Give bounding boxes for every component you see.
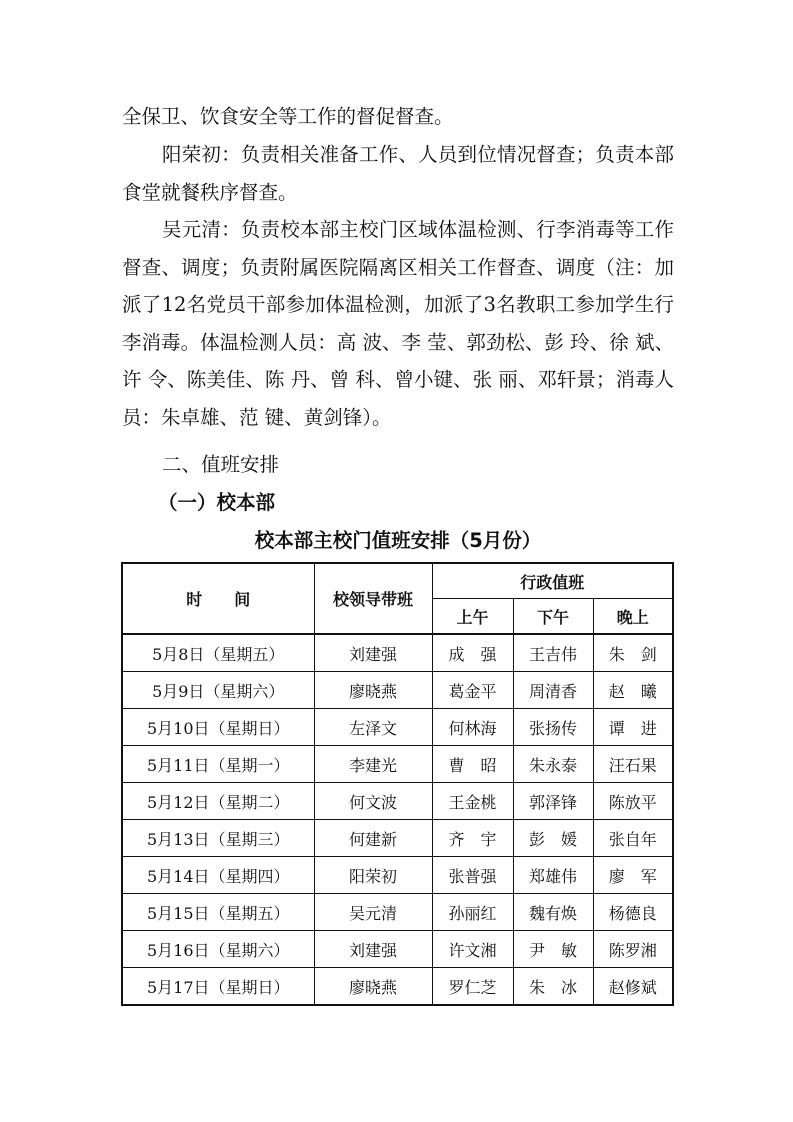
cell-date: 5月17日（星期日） — [122, 968, 314, 1006]
cell-afternoon: 周清香 — [513, 672, 593, 709]
cell-leader: 李建光 — [314, 746, 432, 783]
header-afternoon: 下午 — [513, 599, 593, 635]
cell-morning: 罗仁芝 — [432, 968, 513, 1006]
table-row — [122, 857, 673, 894]
cell-leader: 廖晓燕 — [314, 968, 432, 1006]
cell-afternoon: 朱 冰 — [513, 968, 593, 1006]
cell-leader: 阳荣初 — [314, 857, 432, 894]
sub-heading: （一）校本部 — [158, 491, 276, 514]
cell-morning: 许文湘 — [432, 931, 513, 968]
table-row — [122, 820, 673, 857]
cell-evening: 汪石果 — [593, 746, 673, 783]
header-leader: 校领导带班 — [314, 563, 432, 634]
cell-afternoon: 郑雄伟 — [513, 857, 593, 894]
cell-morning: 王金桃 — [432, 783, 513, 820]
table-row — [122, 709, 673, 746]
cell-afternoon: 朱永泰 — [513, 746, 593, 783]
cell-date: 5月8日（星期五） — [122, 634, 314, 672]
cell-morning: 葛金平 — [432, 672, 513, 709]
cell-afternoon: 魏有焕 — [513, 894, 593, 931]
table-row — [122, 931, 673, 968]
header-time: 时 间 — [122, 563, 314, 634]
cell-evening: 杨德良 — [593, 894, 673, 931]
cell-date: 5月12日（星期二） — [122, 783, 314, 820]
cell-morning: 曹 昭 — [432, 746, 513, 783]
cell-afternoon: 张扬传 — [513, 709, 593, 746]
table-row — [122, 746, 673, 783]
cell-date: 5月10日（星期日） — [122, 709, 314, 746]
cell-morning: 孙丽红 — [432, 894, 513, 931]
cell-date: 5月13日（星期三） — [122, 820, 314, 857]
cell-evening: 陈罗湘 — [593, 931, 673, 968]
cell-leader: 廖晓燕 — [314, 672, 432, 709]
table-row — [122, 894, 673, 931]
cell-date: 5月16日（星期六） — [122, 931, 314, 968]
cell-leader: 吴元清 — [314, 894, 432, 931]
table-row — [122, 672, 673, 709]
table-row — [122, 783, 673, 820]
cell-leader: 刘建强 — [314, 634, 432, 672]
table-row — [122, 968, 673, 1006]
cell-morning: 张普强 — [432, 857, 513, 894]
cell-date: 5月14日（星期四） — [122, 857, 314, 894]
cell-date: 5月15日（星期五） — [122, 894, 314, 931]
table-title: 校本部主校门值班安排（5月份） — [254, 529, 542, 552]
table-row — [122, 634, 673, 672]
cell-leader: 刘建强 — [314, 931, 432, 968]
cell-evening: 陈放平 — [593, 783, 673, 820]
duty-table — [121, 562, 674, 1006]
cell-afternoon: 彭 媛 — [513, 820, 593, 857]
cell-morning: 成 强 — [432, 634, 513, 672]
cell-leader: 何文波 — [314, 783, 432, 820]
cell-morning: 何林海 — [432, 709, 513, 746]
cell-evening: 谭 进 — [593, 709, 673, 746]
cell-date: 5月11日（星期一） — [122, 746, 314, 783]
cell-evening: 赵 曦 — [593, 672, 673, 709]
paragraph-3: 吴元清：负责校本部主校门区域体温检测、行李消毒等工作督查、调度；负责附属医院隔离区相关工作督查、调度（注：加派了12名党员干部参加体温检测，加派了3名教职工参加学生行李消毒。体温检测人员：高 波、李 莹、郭劲松、彭 玲、徐 斌、许 令、陈美佳、陈 丹、曾 科、曾小键、张 丽、邓轩景；消毒人员：朱卓雄、范 键、黄剑锋）。 — [122, 218, 674, 429]
cell-afternoon: 尹 敏 — [513, 931, 593, 968]
cell-leader: 左泽文 — [314, 709, 432, 746]
cell-afternoon: 郭泽锋 — [513, 783, 593, 820]
cell-evening: 赵修斌 — [593, 968, 673, 1006]
cell-evening: 朱 剑 — [593, 634, 673, 672]
header-evening: 晚上 — [593, 599, 673, 635]
cell-evening: 张自年 — [593, 820, 673, 857]
cell-evening: 廖 军 — [593, 857, 673, 894]
section-heading: 二、值班安排 — [162, 453, 280, 476]
header-admin: 行政值班 — [432, 563, 673, 599]
table-body — [122, 634, 673, 1005]
cell-leader: 何建新 — [314, 820, 432, 857]
header-morning: 上午 — [432, 599, 513, 635]
cell-afternoon: 王吉伟 — [513, 634, 593, 672]
cell-date: 5月9日（星期六） — [122, 672, 314, 709]
paragraph-1: 全保卫、饮食安全等工作的督促督查。 — [122, 105, 454, 128]
cell-morning: 齐 宇 — [432, 820, 513, 857]
paragraph-2: 阳荣初：负责相关准备工作、人员到位情况督查；负责本部食堂就餐秩序督查。 — [122, 143, 674, 204]
